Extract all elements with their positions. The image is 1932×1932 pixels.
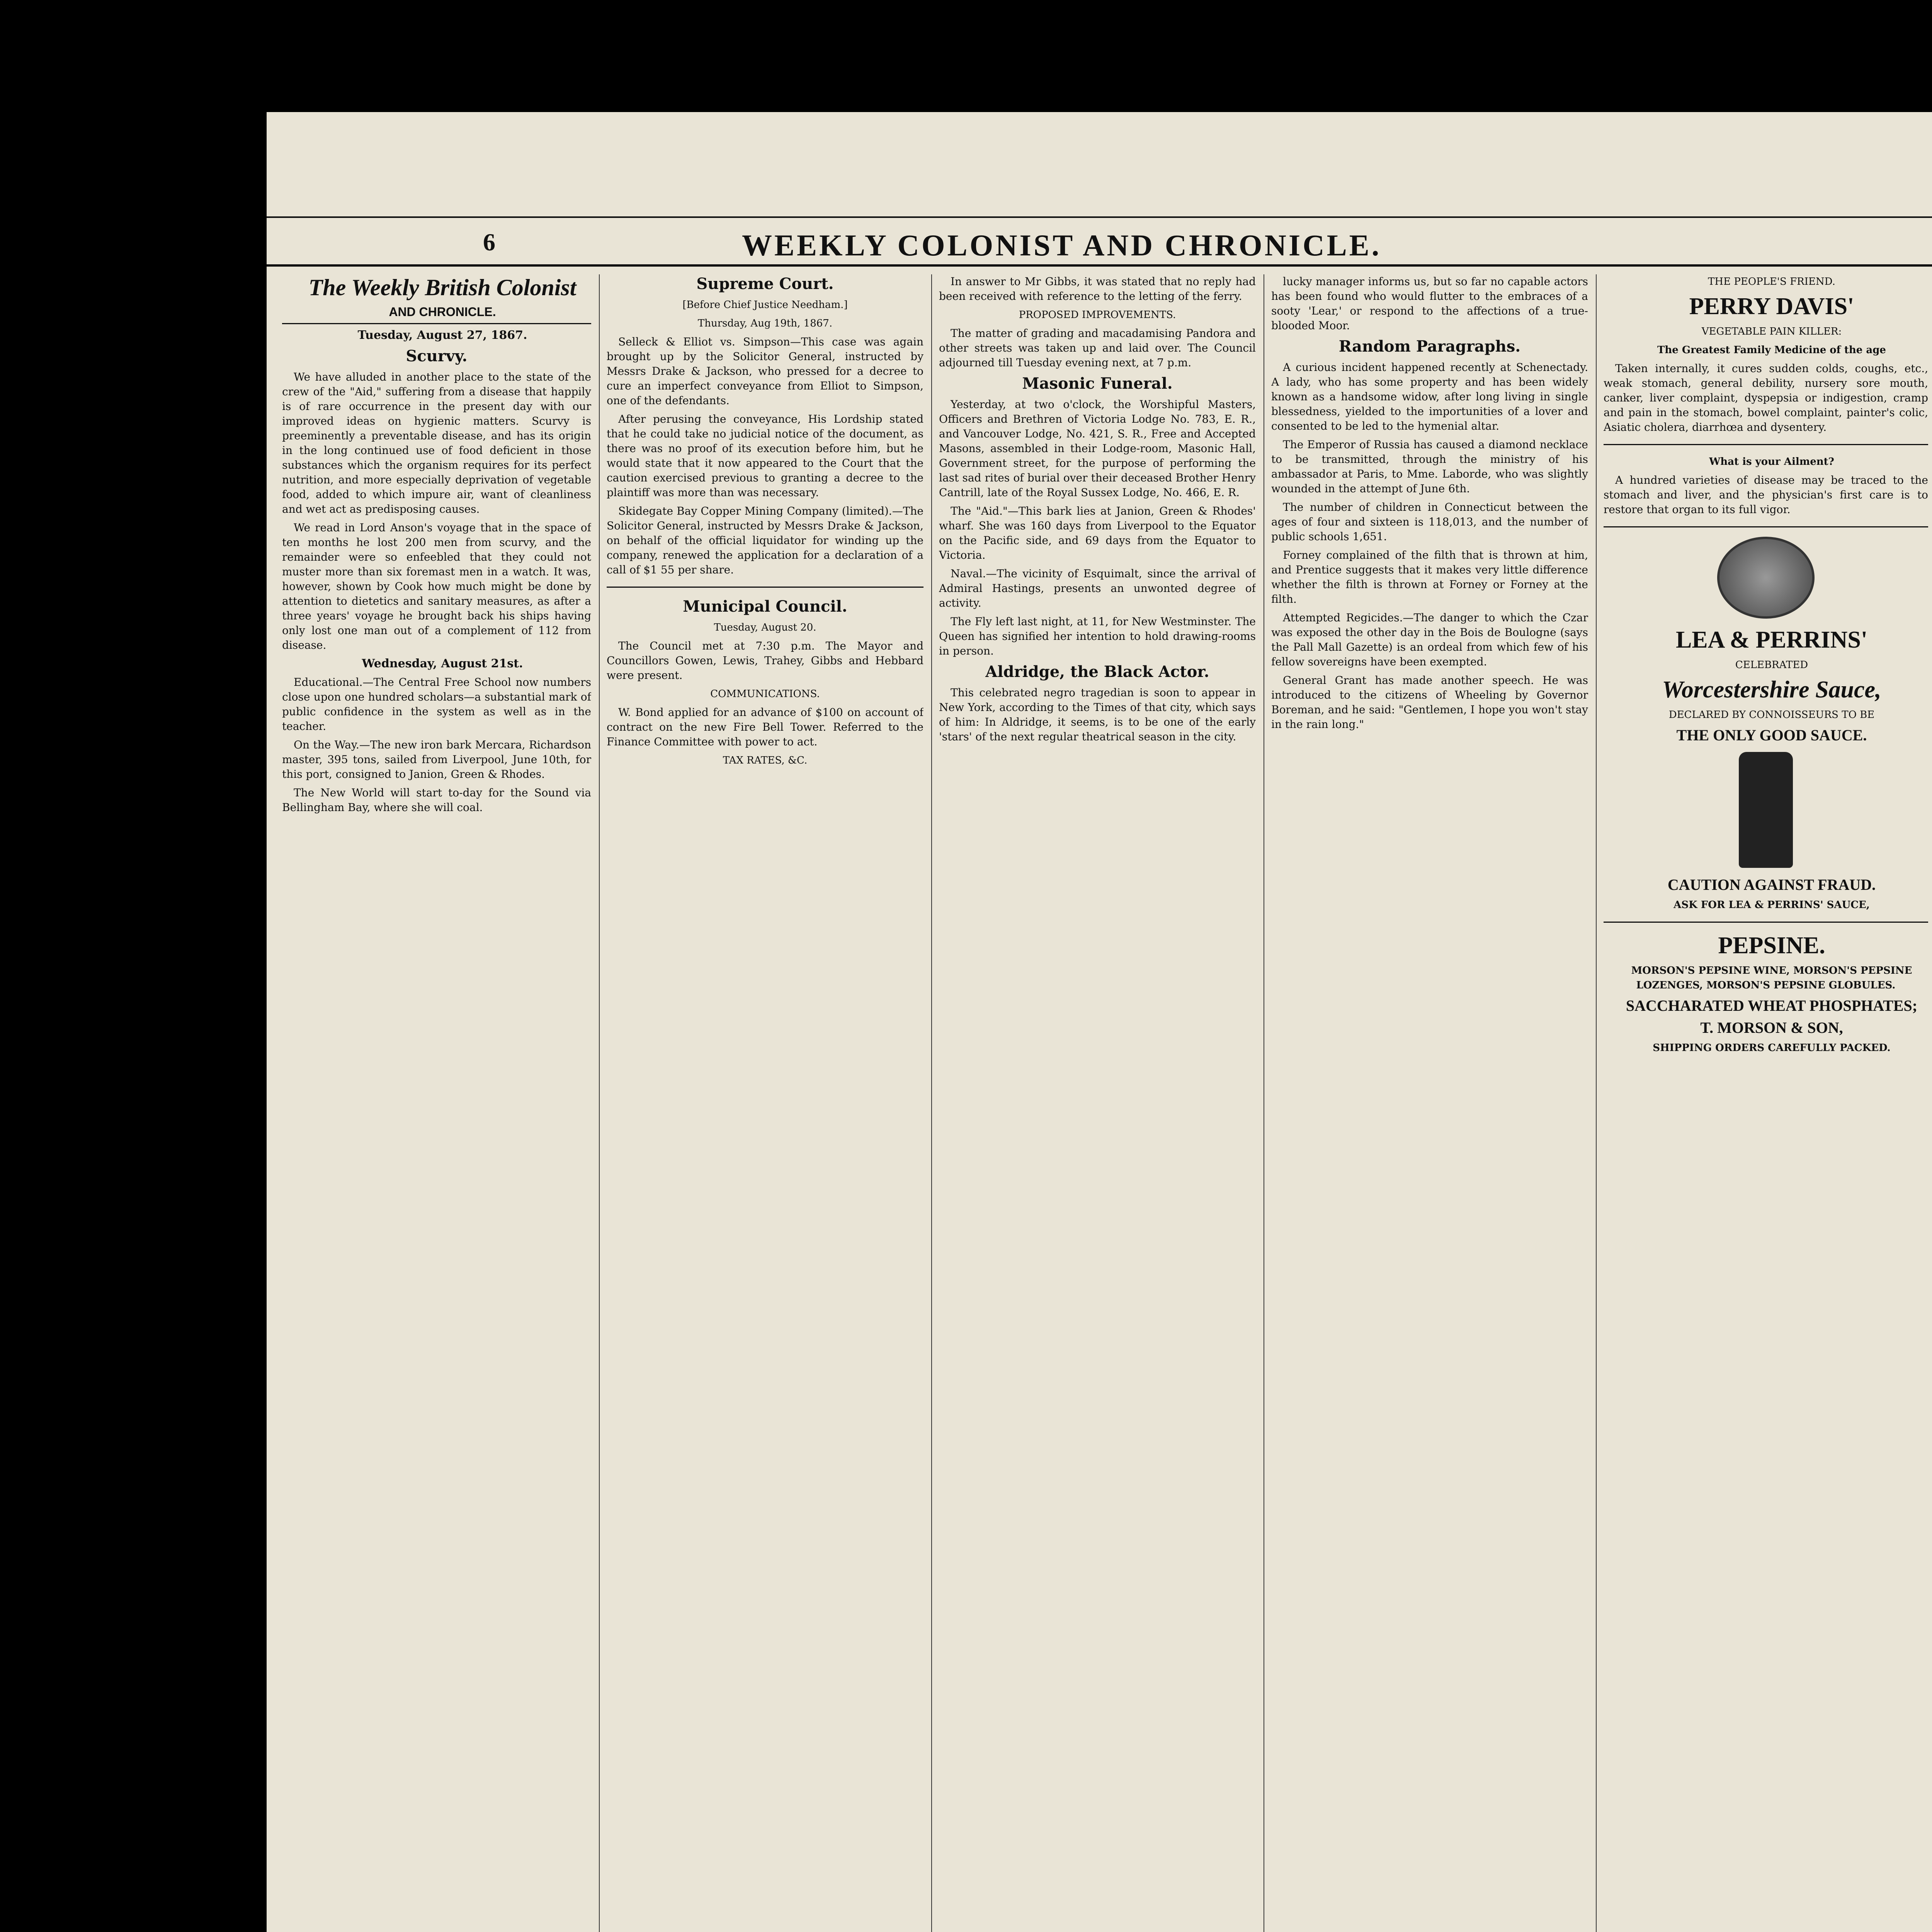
article-paragraph: lucky manager informs us, but so far no capable actors has been found who would flutter to the embraces of a sooty 'Lear,' or respond to the affections of a true-blooded Moor. [1271,275,1588,332]
ad-pepsine-title: PEPSINE. [1718,932,1825,959]
ad-ask-for: ASK FOR LEA & PERRINS' SAUCE, [1673,899,1870,911]
article-paragraph: Attempted Regicides.—The danger to which the Czar was exposed the other day in the Bois de Boulogne (says the Pall Mall Gazette) is an ordeal from which few of his fellow sovereigns have been exempted. [1271,611,1588,668]
article-paragraph: Forney complained of the filth that is thrown at him, and Prentice suggests that it makes very little difference whether the filth is thrown at Forney or Forney at the filth. [1271,549,1588,605]
ad-people-friend: THE PEOPLE'S FRIEND. [1708,276,1835,287]
article-paragraph: After perusing the conveyance, His Lordship stated that he could take no judicial notice of the document, as there was no proof of its execution before him, but he would state that it now appeared to the Court that the caution exercised previous to granting a decree to the plaintiff was more than was necessary. [607,413,923,499]
paper-flag: The Weekly British Colonist [308,275,577,300]
article-paragraph: The "Aid."—This bark lies at Janion, Green & Rhodes' wharf. She was 160 days from Liverpool to the Equator on the Pacific side, and 69 days from the Equator to Victoria. [939,505,1256,561]
ad-caution: CAUTION AGAINST FRAUD. [1667,876,1876,893]
article-paragraph: This celebrated negro tragedian is soon to appear in New York, according to the Times of that city, which says of him: In Aldridge, it seems, is to be one of the early 'stars' of the next regular theatrical season in the city. [939,686,1256,743]
ad-celebrated: CELEBRATED [1735,659,1808,671]
newspaper-page [267,112,1932,1932]
article-paragraph: Skidegate Bay Copper Mining Company (limited).—The Solicitor General, instructed by Messrs Drake & Jackson, on behalf of the official liquidator for winding up the company, renewed the application for a declaration of a call of $1 55 per share. [607,505,923,576]
ad-ailment-title: What is your Ailment? [1709,456,1834,468]
article-subheading: [Before Chief Justice Needham.] [682,299,848,311]
ad-divider [1604,526,1928,527]
paper-flag-sub: AND CHRONICLE. [282,305,591,324]
article-paragraph: Yesterday, at two o'clock, the Worshipful Masters, Officers and Brethren of Victoria Lodge No. 783, E. R., and Vancouver Lodge, No. 421, S. R., Free and Accepted Masons, assembled in their Lodge-room, Masonic Hall, Government street, for the purpose of performing the last sad rites of burial over their deceased Brother Henry Cantrill, late of the Royal Sussex Lodge, No. 466, E. R. [939,398,1256,499]
column-3 [939,274,1256,1932]
article-heading-aldridge: Aldridge, the Black Actor. [985,663,1209,681]
ad-pepsine-lines: MORSON'S PEPSINE WINE, MORSON'S PEPSINE LOZENGES, MORSON'S PEPSINE GLOBULES. [1631,965,1912,991]
ad-body: Taken internally, it cures sudden colds, coughs, etc., weak stomach, general debility, nursery sore mouth, canker, liver complaint, dyspepsia or indigestion, cramp and pain in the stomach, bowel complaint, painter's colic, Asiatic cholera, diarrhœa and dysentery. [1604,362,1928,434]
article-heading-masonic-funeral: Masonic Funeral. [1022,374,1173,393]
article-paragraph: A curious incident happened recently at Schenectady. A lady, who has some property and has been widely known as a handsome widow, after long living in single blessedness, yielded to the importunities of a lover and consented to be led to the hymenial altar. [1271,361,1588,432]
article-subheading: PROPOSED IMPROVEMENTS. [1019,309,1176,321]
dateline-wednesday: Wednesday, August 21st. [362,657,523,670]
article-paragraph: We read in Lord Anson's voyage that in the space of ten months he lost 200 men from scurvy, and the remainder were so enfeebled that they could not muster more than six foremast men in a watch. It was, however, shown by Cook how much might be done by attention to dietetics and sanitary measures, as after a three years' voyage he brought back his ships having only lost one man out of a complement of 112 from disease. [282,521,591,651]
article-heading-scurvy: Scurvy. [406,347,468,365]
ad-morson: T. MORSON & SON, [1700,1019,1843,1036]
ad-only-good-sauce: THE ONLY GOOD SAUCE. [1676,726,1867,744]
sauce-bottle-icon [1739,752,1793,868]
article-subheading: COMMUNICATIONS. [710,688,820,700]
article-date: Tuesday, August 20. [714,622,816,633]
article-heading-supreme-court: Supreme Court. [696,275,834,293]
article-paragraph: Selleck & Elliot vs. Simpson—This case was again brought up by the Solicitor General, instructed by Messrs Drake & Jackson, who pressed for a decree to cure an imperfect conveyance from Elliot to Simpson, one of the defendants. [607,335,923,407]
section-divider [607,587,923,588]
masthead-title: WEEKLY COLONIST AND CHRONICLE. [742,228,1382,262]
column-rule [931,274,932,1932]
article-paragraph: The Council met at 7:30 p.m. The Mayor and Councillors Gowen, Lewis, Trahey, Gibbs and Hebbard were present. [607,639,923,682]
ad-divider [1604,922,1928,923]
article-paragraph: The New World will start to-day for the Sound via Bellingham Bay, where she will coal. [282,786,591,814]
article-paragraph: We have alluded in another place to the state of the crew of the "Aid," suffering from a disease that happily is of rare occurrence in the present day with our improved ideas on hygienic matters. Scurvy is preeminently a preventable disease, and has its origin in the long continued use of food deficient in those substances which the organism requires for its perfect nutrition, and more especially deprivation of vegetable food, added to which impure air, want of cleanliness and wet act as predisposing causes. [282,371,591,515]
royal-crest-icon [1717,537,1815,619]
article-heading-municipal-council: Municipal Council. [683,597,847,616]
article-paragraph: W. Bond applied for an advance of $100 on account of contract on the new Fire Bell Tower. Referred to the Finance Committee with power to act. [607,706,923,748]
ad-tagline: The Greatest Family Medicine of the age [1657,344,1886,356]
ad-shipping: SHIPPING ORDERS CAREFULLY PACKED. [1653,1042,1891,1054]
article-subheading: TAX RATES, &C. [723,755,808,766]
article-paragraph: The matter of grading and macadamising Pandora and other streets was taken up and laid over. The Council adjourned till Tuesday evening next, at 7 p.m. [939,327,1256,369]
ad-perry-davis-title: PERRY DAVIS' [1689,293,1854,320]
column-1 [282,274,591,1932]
column-rule [1596,274,1597,1932]
article-paragraph: On the Way.—The new iron bark Mercara, Richardson master, 395 tons, sailed from Liverpool, June 10th, for this port, consigned to Janion, Green & Rhodes. [282,738,591,781]
article-paragraph: Educational.—The Central Free School now numbers close upon one hundred scholars—a substantial mark of public confidence in the system as well as in the teacher. [282,676,591,733]
article-paragraph: The Fly left last night, at 11, for New Westminster. The Queen has signified her intention to hold drawing-rooms in person. [939,615,1256,657]
page-number: 6 [483,228,495,256]
column-4 [1271,274,1588,1932]
article-heading-random-paragraphs: Random Paragraphs. [1338,337,1521,355]
column-2 [607,274,923,1932]
ad-divider [1604,444,1928,445]
article-paragraph: The Emperor of Russia has caused a diamond necklace to be transmitted, through the ministry of his ambassador at Paris, to Mme. Laborde, who was slightly wounded in the attempt of June 6th. [1271,438,1588,495]
article-paragraph: Naval.—The vicinity of Esquimalt, since the arrival of Admiral Hastings, presents an unwonted degree of activity. [939,567,1256,609]
dateline: Tuesday, August 27, 1867. [357,328,527,342]
ad-body: A hundred varieties of disease may be traced to the stomach and liver, and the physician's first care is to restore that organ to its full vigor. [1604,474,1928,516]
column-5-ads [1604,274,1928,1932]
ad-pain-killer: VEGETABLE PAIN KILLER: [1701,326,1842,337]
article-paragraph: In answer to Mr Gibbs, it was stated that no reply had been received with reference to the letting of the ferry. [939,275,1256,303]
article-paragraph: The number of children in Connecticut between the ages of four and sixteen is 118,013, and the number of public schools 1,651. [1271,501,1588,543]
ad-worcestershire: Worcestershire Sauce, [1662,677,1881,703]
article-paragraph: General Grant has made another speech. He was introduced to the citizens of Wheeling by Governor Boreman, and he said: "Gentlemen, I hope you won't stay in the rain long." [1271,674,1588,731]
article-date: Thursday, Aug 19th, 1867. [697,318,833,329]
column-rule [599,274,600,1932]
ad-saccharated: SACCHARATED WHEAT PHOSPHATES; [1626,997,1918,1014]
ad-lea-perrins-title: LEA & PERRINS' [1675,627,1868,653]
ad-declared: DECLARED BY CONNOISSEURS TO BE [1668,709,1875,721]
